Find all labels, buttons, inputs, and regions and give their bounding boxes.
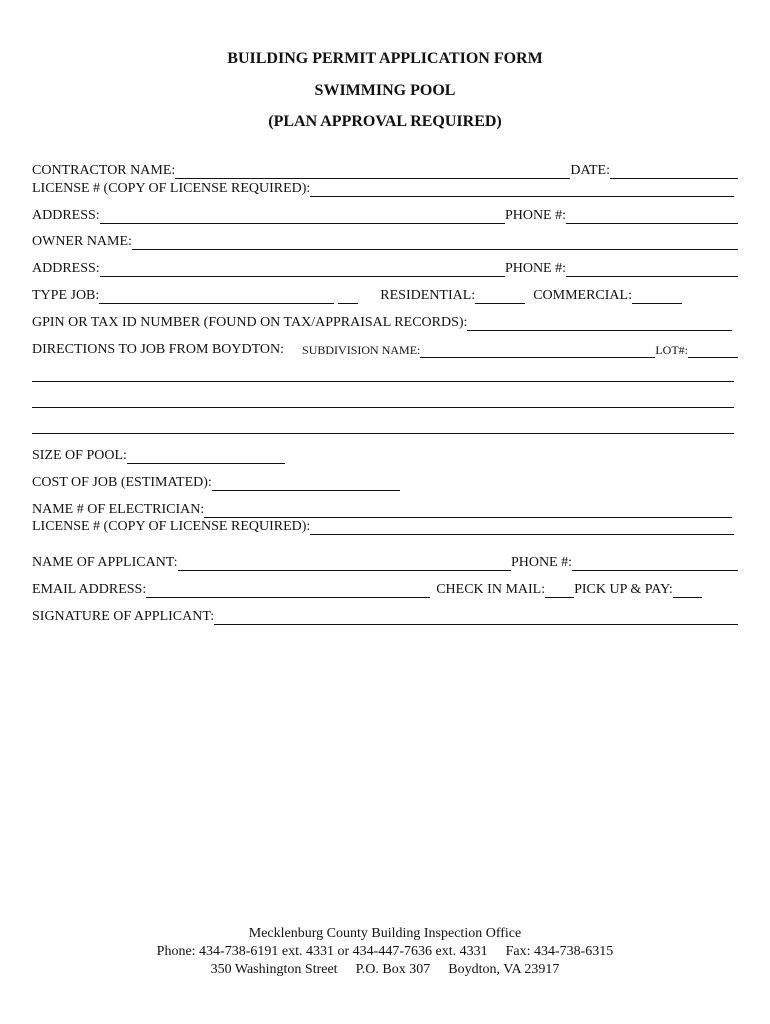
address-field-2[interactable] — [100, 263, 505, 277]
footer-phone: Phone: 434-738-6191 ext. 4331 or 434-447-7636 ext. 4331 — [156, 944, 488, 959]
commercial-field[interactable] — [632, 290, 682, 304]
phone-field-1[interactable] — [566, 210, 738, 224]
signature-field[interactable] — [214, 611, 738, 625]
owner-name-label: OWNER NAME: — [32, 234, 132, 249]
email-row — [32, 582, 738, 598]
address-row-2 — [32, 261, 738, 277]
address-label-2: ADDRESS: — [32, 261, 100, 276]
contractor-name-field[interactable] — [175, 165, 570, 179]
signature-row — [32, 609, 738, 625]
license-row-2 — [32, 519, 738, 535]
applicant-name-label: NAME OF APPLICANT: — [32, 555, 178, 570]
residential-label: RESIDENTIAL: — [380, 288, 476, 303]
contractor-name-label: CONTRACTOR NAME: — [32, 163, 176, 178]
license-field-1[interactable] — [310, 183, 734, 197]
form-note: (PLAN APPROVAL REQUIRED) — [268, 113, 502, 130]
directions-label: DIRECTIONS TO JOB FROM BOYDTON: — [32, 342, 285, 357]
pick-up-pay-field[interactable] — [673, 584, 702, 598]
footer-pobox: P.O. Box 307 — [355, 962, 431, 977]
lot-label: LOT#: — [655, 343, 688, 357]
footer-office: Mecklenburg County Building Inspection Office — [248, 926, 522, 941]
phone-label-2: PHONE #: — [504, 261, 566, 276]
check-in-mail-field[interactable] — [545, 584, 574, 598]
gpin-field[interactable] — [467, 317, 732, 331]
directions-line-2[interactable] — [32, 407, 734, 408]
electrician-label: NAME # OF ELECTRICIAN: — [32, 502, 205, 517]
electrician-row — [32, 502, 738, 518]
electrician-field[interactable] — [204, 504, 732, 518]
applicant-row — [32, 555, 738, 571]
gpin-row — [32, 315, 738, 331]
address-row-1 — [32, 208, 738, 224]
pick-up-pay-label: PICK UP & PAY: — [574, 582, 673, 597]
license-field-2[interactable] — [310, 521, 734, 535]
directions-line-3[interactable] — [32, 433, 734, 434]
footer-address — [0, 961, 770, 979]
date-label: DATE: — [570, 163, 610, 178]
type-job-label: TYPE JOB: — [32, 288, 100, 303]
lot-field[interactable] — [688, 344, 738, 358]
cost-of-job-label: COST OF JOB (ESTIMATED): — [32, 475, 212, 490]
address-field-1[interactable] — [100, 210, 505, 224]
phone-field-3[interactable] — [572, 557, 738, 571]
footer-contact — [0, 943, 770, 961]
form-subtitle: SWIMMING POOL — [314, 82, 456, 99]
type-job-field-extra[interactable] — [338, 290, 358, 304]
applicant-name-field[interactable] — [178, 557, 511, 571]
commercial-label: COMMERCIAL: — [533, 288, 632, 303]
date-field[interactable] — [610, 165, 738, 179]
contractor-row — [32, 163, 738, 179]
residential-field[interactable] — [475, 290, 525, 304]
email-field[interactable] — [146, 584, 430, 598]
owner-name-field[interactable] — [132, 236, 738, 250]
email-label: EMAIL ADDRESS: — [32, 582, 147, 597]
signature-label: SIGNATURE OF APPLICANT: — [32, 609, 215, 624]
phone-label-3: PHONE #: — [510, 555, 572, 570]
size-row — [32, 448, 738, 464]
form-title: BUILDING PERMIT APPLICATION FORM — [227, 50, 543, 67]
directions-line-1[interactable] — [32, 381, 734, 382]
size-of-pool-label: SIZE OF POOL: — [32, 448, 127, 463]
phone-field-2[interactable] — [566, 263, 738, 277]
cost-row — [32, 475, 738, 491]
phone-label-1: PHONE #: — [504, 208, 566, 223]
license-row-1 — [32, 181, 738, 197]
cost-of-job-field[interactable] — [212, 477, 400, 491]
license-label-2: LICENSE # (COPY OF LICENSE REQUIRED): — [32, 519, 311, 534]
subdivision-label: SUBDIVISION NAME: — [302, 343, 421, 357]
footer-street: 350 Washington Street — [210, 962, 338, 977]
license-label-1: LICENSE # (COPY OF LICENSE REQUIRED): — [32, 181, 311, 196]
subdivision-field[interactable] — [420, 344, 655, 358]
type-job-row — [32, 288, 738, 304]
gpin-label: GPIN OR TAX ID NUMBER (FOUND ON TAX/APPRAISAL RECORDS): — [32, 315, 468, 330]
address-label-1: ADDRESS: — [32, 208, 100, 223]
type-job-field[interactable] — [99, 290, 334, 304]
check-in-mail-label: CHECK IN MAIL: — [436, 582, 546, 597]
footer-fax: Fax: 434-738-6315 — [505, 944, 614, 959]
owner-row — [32, 234, 738, 250]
directions-row — [32, 342, 738, 358]
footer-city: Boydton, VA 23917 — [448, 962, 560, 977]
size-of-pool-field[interactable] — [127, 450, 285, 464]
